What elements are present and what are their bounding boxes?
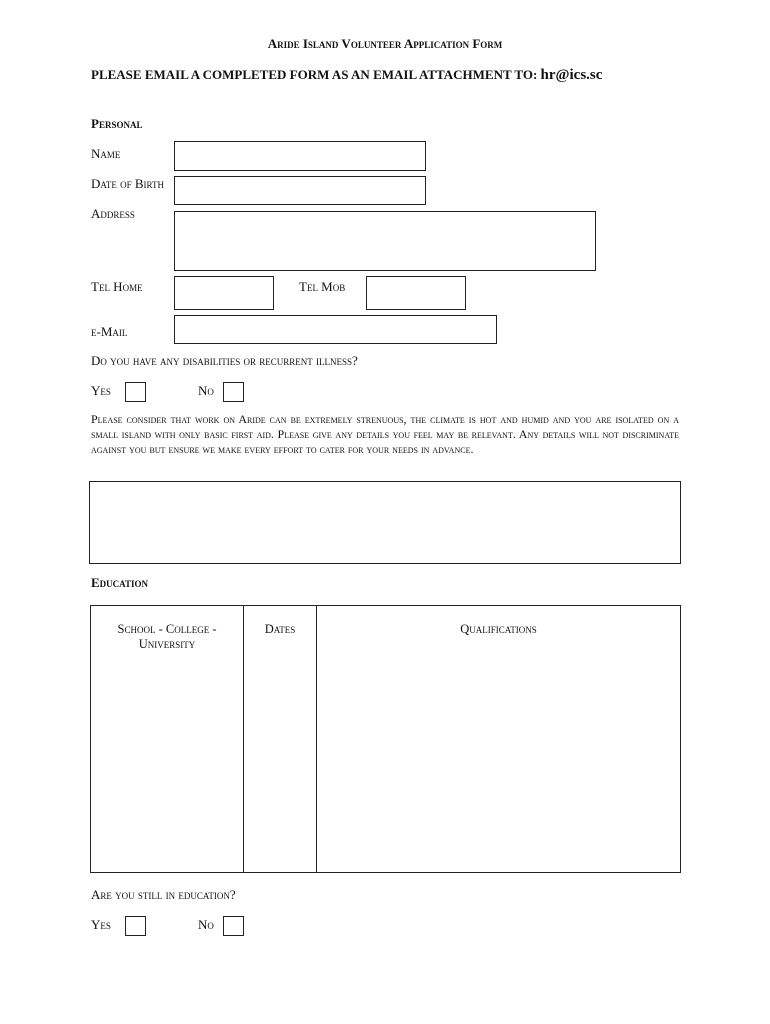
qualifications-column[interactable]	[317, 606, 681, 873]
education-no-checkbox[interactable]	[223, 916, 244, 936]
disability-no-checkbox[interactable]	[223, 382, 244, 402]
school-column[interactable]	[91, 606, 244, 873]
section-personal-heading: Personal	[91, 116, 143, 131]
tel-home-label: Tel Home	[91, 279, 143, 294]
tel-mob-label: Tel Mob	[299, 279, 346, 294]
column-header: Dates	[264, 622, 296, 636]
tel-home-field[interactable]	[174, 276, 274, 310]
column-header: School - College - University	[117, 622, 217, 651]
column-header: Qualifications	[460, 622, 537, 636]
tel-mob-field[interactable]	[366, 276, 466, 310]
education-table	[90, 605, 681, 873]
dob-field[interactable]	[174, 176, 426, 205]
form-title: Aride Island Volunteer Application Form	[267, 36, 503, 51]
education-yes-label: Yes	[91, 917, 111, 932]
dates-column[interactable]	[244, 606, 317, 873]
email-field[interactable]	[174, 315, 497, 344]
instruction-text: PLEASE EMAIL A COMPLETED FORM AS AN EMAIL ATTACHMENT TO:	[91, 67, 541, 82]
education-yes-checkbox[interactable]	[125, 916, 146, 936]
education-no-label: No	[198, 917, 214, 932]
email-label: e-Mail	[91, 324, 128, 339]
table-row	[91, 606, 681, 873]
disability-question: Do you have any disabilities or recurrent illness?	[91, 353, 358, 368]
email-instruction	[91, 67, 602, 84]
address-label: Address	[91, 206, 135, 221]
disability-yes-label: Yes	[91, 383, 111, 398]
disability-no-label: No	[198, 383, 214, 398]
still-in-education-question: Are you still in education?	[91, 887, 236, 902]
address-field[interactable]	[174, 211, 596, 271]
disability-note: Please consider that work on Aride can be extremely strenuous, the climate is hot and humid and you are isolated on a small island with only basic first aid. Please give any details you feel may be relevant. Any details will not discriminate against you but ensure we make every effort to cater for your needs in advance.	[91, 412, 679, 456]
name-label: Name	[91, 146, 121, 161]
contact-email: hr@ics.sc	[540, 67, 603, 83]
disability-yes-checkbox[interactable]	[125, 382, 146, 402]
name-field[interactable]	[174, 141, 426, 171]
section-education-heading: Education	[91, 575, 149, 590]
disability-details-field[interactable]	[89, 481, 681, 564]
dob-label: Date of Birth	[91, 176, 165, 191]
